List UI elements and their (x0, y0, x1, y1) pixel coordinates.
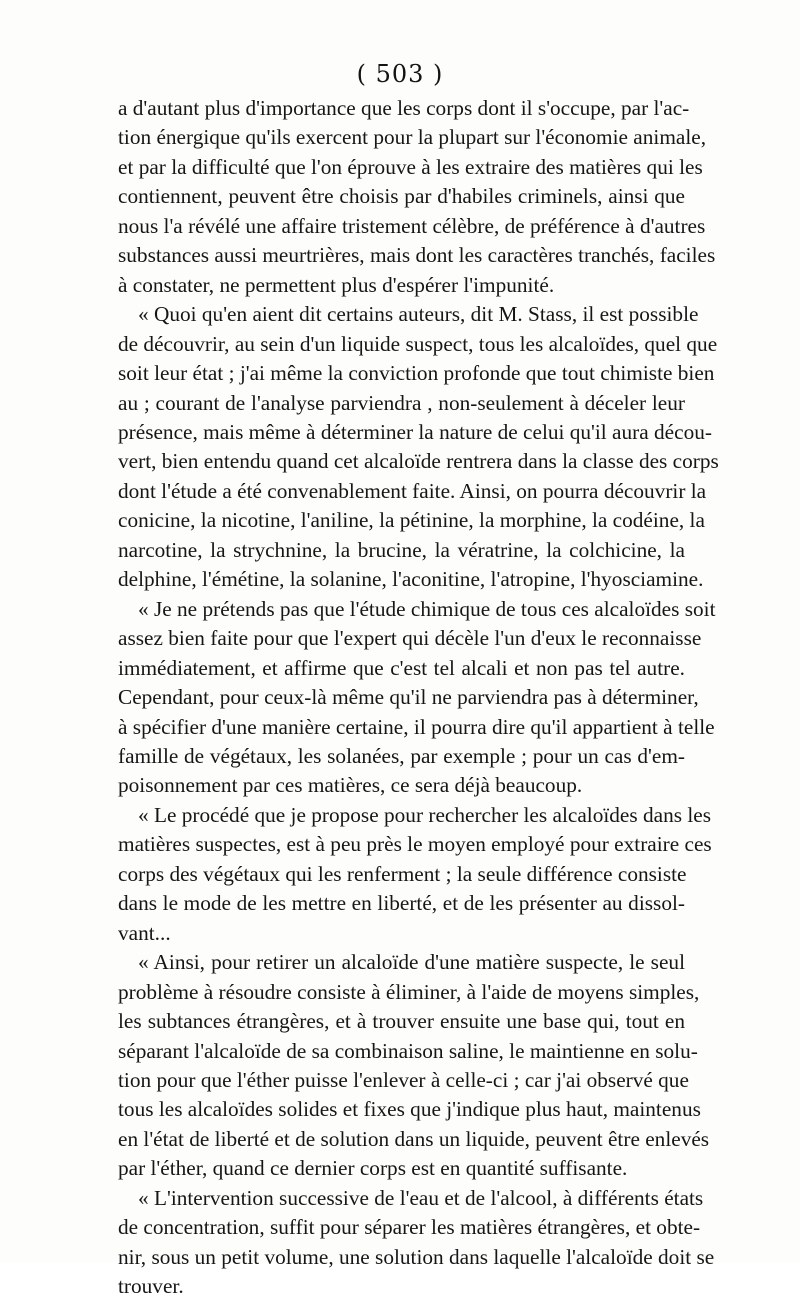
text-line: vert, bien entendu quand cet alcaloïde rentrera dans la classe des corps (118, 449, 719, 474)
text-line: tion pour que l'éther puisse l'enlever à celle-ci ; car j'ai observé que (118, 1067, 689, 1092)
text-line: « Quoi qu'en aient dit certains auteurs, dit M. Stass, il est possible (138, 302, 699, 327)
text-line: matières suspectes, est à peu près le moyen employé pour extraire ces (118, 832, 712, 857)
paragraph (118, 595, 716, 801)
page-number: ( 503 ) (356, 60, 444, 88)
text-line: poisonnement par ces matières, ce sera déjà beaucoup. (118, 773, 583, 798)
text-line: séparant l'alcaloïde de sa combinaison saline, le maintienne en solu- (118, 1038, 698, 1063)
text-line: « L'intervention successive de l'eau et de l'alcool, à différents états (138, 1185, 704, 1210)
text-line: soit leur état ; j'ai même la conviction profonde que tout chimiste bien (118, 361, 715, 386)
text-line: substances aussi meurtrières, mais dont les caractères tranchés, faciles (118, 243, 716, 268)
text-line: trouver. (118, 1274, 184, 1299)
text-line: tion énergique qu'ils exercent pour la plupart sur l'économie animale, (118, 125, 707, 150)
text-line: « Je ne prétends pas que l'étude chimique de tous ces alcaloïdes soit (138, 596, 716, 621)
text-line: « Ainsi, pour retirer un alcaloïde d'une matière suspecte, le seul (138, 950, 685, 975)
text-line: dans le mode de les mettre en liberté, et de les présenter au dissol- (118, 891, 685, 916)
text-line: contiennent, peuvent être choisis par d'habiles criminels, ainsi que (118, 184, 685, 209)
text-line: à constater, ne permettent plus d'espérer l'impunité. (118, 272, 555, 297)
text-line: dont l'étude a été convenablement faite. Ainsi, on pourra découvrir la (118, 478, 707, 503)
text-line: au ; courant de l'analyse parviendra , non-seulement à déceler leur (118, 390, 685, 415)
text-line: par l'éther, quand ce dernier corps est en quantité suffisante. (118, 1156, 628, 1181)
text-line: immédiatement, et affirme que c'est tel alcali et non pas tel autre. (118, 655, 685, 680)
body-text (118, 94, 719, 1302)
text-line: vant... (118, 920, 171, 945)
text-line: problème à résoudre consiste à éliminer, à l'aide de moyens simples, (118, 979, 700, 1004)
paragraph (118, 1184, 715, 1302)
text-line: a d'autant plus d'importance que les corps dont il s'occupe, par l'ac- (118, 96, 690, 120)
text-line: nir, sous un petit volume, une solution dans laquelle l'alcaloïde doit se (118, 1244, 715, 1269)
paragraph (118, 801, 712, 948)
text-line: tous les alcaloïdes solides et fixes que j'indique plus haut, maintenus (118, 1097, 701, 1122)
text-line: narcotine, la strychnine, la brucine, la vératrine, la colchicine, la (118, 537, 685, 562)
text-line: de concentration, suffit pour séparer les matières étrangères, et obte- (118, 1215, 701, 1240)
text-line: delphine, l'émétine, la solanine, l'aconitine, l'atropine, l'hyosciamine. (118, 567, 704, 592)
paragraph (118, 300, 719, 595)
paragraph (118, 948, 710, 1184)
text-line: les subtances étrangères, et à trouver ensuite une base qui, tout en (118, 1009, 685, 1034)
text-line: présence, mais même à déterminer la nature de celui qu'il aura décou- (118, 419, 712, 444)
text-line: Cependant, pour ceux-là même qu'il ne parviendra pas à déterminer, (118, 685, 699, 710)
text-line: « Le procédé que je propose pour rechercher les alcaloïdes dans les (138, 802, 711, 827)
text-line: en l'état de liberté et de solution dans un liquide, peuvent être enlevés (118, 1126, 710, 1151)
text-line: conicine, la nicotine, l'aniline, la pétinine, la morphine, la codéine, la (118, 508, 705, 533)
text-line: nous l'a révélé une affaire tristement célèbre, de préférence à d'autres (118, 213, 706, 238)
text-line: famille de végétaux, les solanées, par exemple ; pour un cas d'em- (118, 743, 685, 768)
text-line: assez bien faite pour que l'expert qui décèle l'un d'eux le reconnaisse (118, 626, 702, 651)
text-line: à spécifier d'une manière certaine, il pourra dire qu'il appartient à telle (118, 714, 715, 739)
paragraph (118, 94, 716, 300)
text-line: de découvrir, au sein d'un liquide suspect, tous les alcaloïdes, quel que (118, 331, 718, 356)
text-line: corps des végétaux qui les renferment ; la seule différence consiste (118, 861, 687, 886)
text-line: et par la difficulté que l'on éprouve à les extraire des matières qui les (118, 154, 703, 179)
